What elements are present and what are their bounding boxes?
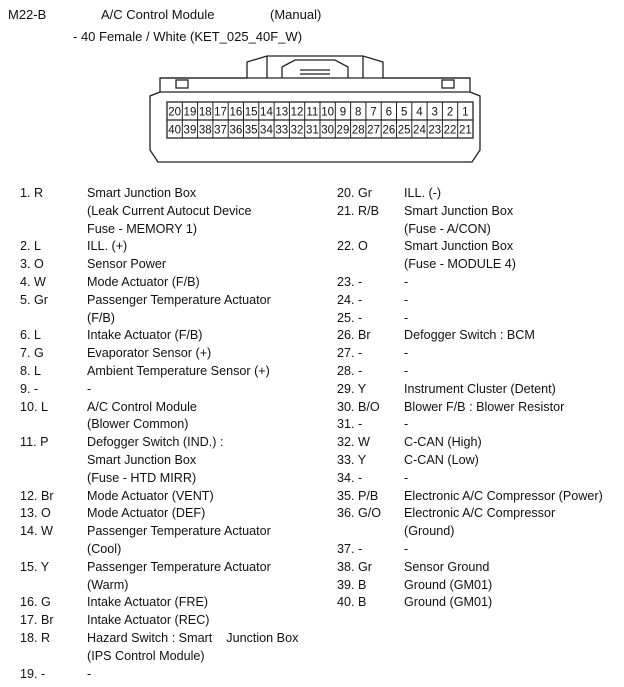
pin-description: Passenger Temperature Actuator bbox=[87, 524, 271, 539]
pin-label: 11 bbox=[306, 106, 319, 119]
pin-list-right bbox=[337, 185, 622, 612]
pin-label: 3 bbox=[431, 106, 438, 119]
pin-number: 32. W bbox=[337, 435, 370, 450]
pin-entry bbox=[20, 666, 330, 684]
pin-description: Hazard Switch : Smart Junction Box bbox=[87, 630, 299, 645]
pin-label: 38 bbox=[198, 124, 212, 137]
pin-entry bbox=[20, 523, 330, 559]
pin-entry bbox=[337, 434, 622, 452]
pin-description: - bbox=[404, 346, 409, 361]
pin-description: (Fuse - A/CON) bbox=[404, 221, 491, 236]
pin-label: 34 bbox=[260, 124, 273, 137]
pin-number: 37. - bbox=[337, 541, 363, 556]
pin-description: (Warm) bbox=[87, 577, 129, 592]
pin-number: 33. Y bbox=[337, 452, 367, 467]
pin-number: 35. P/B bbox=[337, 488, 379, 503]
pin-number: 3. O bbox=[20, 257, 44, 272]
pin-description: (IPS Control Module) bbox=[87, 648, 205, 663]
pin-label: 19 bbox=[183, 106, 197, 119]
pin-description: (Ground) bbox=[404, 524, 455, 539]
pin-entry bbox=[20, 327, 330, 345]
pin-number: 36. G/O bbox=[337, 506, 382, 521]
pin-label: 30 bbox=[321, 124, 335, 137]
pin-number: 23. - bbox=[337, 274, 363, 289]
pin-description: C-CAN (High) bbox=[404, 435, 482, 450]
pin-entry bbox=[337, 345, 622, 363]
pin-label: 36 bbox=[229, 124, 243, 137]
pin-number: 20. Gr bbox=[337, 186, 372, 200]
pin-label: 24 bbox=[413, 124, 426, 137]
pin-number: 31. - bbox=[337, 417, 363, 432]
pin-entry bbox=[20, 381, 330, 399]
pin-entry bbox=[20, 345, 330, 363]
pin-entry bbox=[337, 399, 622, 417]
pin-label: 25 bbox=[397, 124, 411, 137]
pin-description: (Leak Current Autocut Device bbox=[87, 203, 252, 218]
pin-label: 20 bbox=[168, 106, 182, 119]
pin-entry bbox=[20, 185, 330, 238]
pin-label: 32 bbox=[290, 124, 304, 137]
module-title: A/C Control Module bbox=[101, 7, 215, 22]
pin-number: 27. - bbox=[337, 346, 363, 361]
pin-number: 29. Y bbox=[337, 381, 367, 396]
pin-number: 24. - bbox=[337, 292, 363, 307]
pin-number: 6. L bbox=[20, 328, 42, 343]
pin-number: 16. G bbox=[20, 595, 51, 610]
pin-entry bbox=[20, 488, 330, 506]
pin-entry bbox=[20, 238, 330, 256]
pin-number: 22. O bbox=[337, 239, 368, 254]
pin-entry bbox=[337, 594, 622, 612]
pin-description: Fuse - MEMORY 1) bbox=[87, 221, 198, 236]
pin-number: 2. L bbox=[20, 239, 42, 254]
pin-label: 8 bbox=[355, 106, 362, 119]
pin-description: Mode Actuator (VENT) bbox=[87, 488, 214, 503]
pin-number: 18. R bbox=[20, 630, 51, 645]
pin-entry bbox=[337, 327, 622, 345]
pin-label: 26 bbox=[382, 124, 396, 137]
pin-number: 4. W bbox=[20, 274, 46, 289]
pin-description: Blower F/B : Blower Resistor bbox=[404, 399, 565, 414]
pin-entry bbox=[337, 559, 622, 577]
pin-description: Electronic A/C Compressor (Power) bbox=[404, 488, 603, 503]
pin-description: Sensor Ground bbox=[404, 559, 490, 574]
pin-label: 4 bbox=[416, 106, 423, 119]
pin-label: 13 bbox=[275, 106, 289, 119]
pin-description: Sensor Power bbox=[87, 257, 167, 272]
connector-diagram bbox=[0, 0, 624, 170]
pin-entry bbox=[20, 399, 330, 435]
pin-entry bbox=[337, 577, 622, 595]
pin-label: 12 bbox=[290, 106, 304, 119]
pin-description: Mode Actuator (F/B) bbox=[87, 274, 200, 289]
pin-description: Mode Actuator (DEF) bbox=[87, 506, 206, 521]
pin-number: 17. Br bbox=[20, 613, 54, 628]
pin-label: 7 bbox=[370, 106, 377, 119]
pin-description: Smart Junction Box bbox=[404, 239, 514, 254]
pin-label: 29 bbox=[336, 124, 350, 137]
pin-entry bbox=[20, 630, 330, 666]
pin-list-left bbox=[20, 185, 330, 683]
pin-entry bbox=[337, 363, 622, 381]
pin-description: Smart Junction Box bbox=[87, 186, 197, 200]
pin-entry bbox=[20, 505, 330, 523]
pin-label: 33 bbox=[275, 124, 289, 137]
pin-description: Intake Actuator (F/B) bbox=[87, 328, 203, 343]
pin-description: - bbox=[404, 363, 409, 378]
module-type: (Manual) bbox=[270, 7, 322, 22]
pin-label: 28 bbox=[351, 124, 365, 137]
pin-number: 14. W bbox=[20, 524, 53, 539]
pin-entry bbox=[337, 274, 622, 292]
pin-label: 17 bbox=[214, 106, 227, 119]
pin-label: 22 bbox=[443, 124, 457, 137]
pin-description: - bbox=[404, 417, 409, 432]
pin-entry bbox=[20, 434, 330, 487]
pin-description: - bbox=[87, 381, 92, 396]
pin-description: Defogger Switch (IND.) : bbox=[87, 435, 224, 450]
pin-number: 7. G bbox=[20, 346, 44, 361]
pin-number: 5. Gr bbox=[20, 292, 48, 307]
pin-entry bbox=[20, 363, 330, 381]
pin-number: 8. L bbox=[20, 363, 42, 378]
pin-label: 2 bbox=[446, 106, 454, 119]
connector-spec: - 40 Female / White (KET_025_40F_W) bbox=[73, 29, 303, 44]
pin-description: Instrument Cluster (Detent) bbox=[404, 381, 556, 396]
pin-number: 30. B/O bbox=[337, 399, 380, 414]
pin-description: Smart Junction Box bbox=[87, 452, 197, 467]
pin-label: 14 bbox=[260, 106, 273, 119]
pin-number: 1. R bbox=[20, 186, 44, 200]
pin-number: 40. B bbox=[337, 595, 367, 610]
pin-label: 15 bbox=[244, 106, 258, 119]
pin-number: 26. Br bbox=[337, 328, 371, 343]
pin-description: Intake Actuator (FRE) bbox=[87, 595, 209, 610]
pin-description: A/C Control Module bbox=[87, 399, 197, 414]
pin-label: 9 bbox=[339, 106, 347, 119]
pin-entry bbox=[337, 470, 622, 488]
pin-label: 40 bbox=[168, 124, 182, 137]
pin-label: 16 bbox=[229, 106, 243, 119]
pin-label: 31 bbox=[305, 124, 319, 137]
pin-description: Electronic A/C Compressor bbox=[404, 506, 556, 521]
pin-entry bbox=[337, 310, 622, 328]
pin-description: - bbox=[87, 666, 92, 681]
pin-entry bbox=[20, 292, 330, 328]
pin-number: 12. Br bbox=[20, 488, 54, 503]
pin-label: 5 bbox=[400, 106, 408, 119]
pin-entry bbox=[337, 381, 622, 399]
pin-description: (Fuse - HTD MIRR) bbox=[87, 470, 197, 485]
pin-entry bbox=[337, 541, 622, 559]
pin-description: Intake Actuator (REC) bbox=[87, 613, 210, 628]
pin-description: Defogger Switch : BCM bbox=[404, 328, 535, 343]
pin-number: 10. L bbox=[20, 399, 49, 414]
pin-description: - bbox=[404, 541, 409, 556]
pin-label: 10 bbox=[321, 106, 335, 119]
pin-description: (Blower Common) bbox=[87, 417, 189, 432]
pin-description: (F/B) bbox=[87, 310, 115, 325]
pin-description: Evaporator Sensor (+) bbox=[87, 346, 212, 361]
pin-description: ILL. (+) bbox=[87, 239, 128, 254]
pin-description: - bbox=[404, 310, 409, 325]
pin-number: 38. Gr bbox=[337, 559, 372, 574]
pin-entry bbox=[337, 416, 622, 434]
pin-description: - bbox=[404, 470, 409, 485]
pin-number: 11. P bbox=[20, 435, 49, 450]
pin-label: 23 bbox=[428, 124, 442, 137]
pin-entry bbox=[20, 612, 330, 630]
pin-entry bbox=[337, 505, 622, 541]
pin-description: (Fuse - MODULE 4) bbox=[404, 257, 516, 272]
pin-number: 9. - bbox=[20, 381, 39, 396]
pin-entry bbox=[337, 185, 622, 203]
pin-number: 34. - bbox=[337, 470, 363, 485]
pin-entry bbox=[337, 452, 622, 470]
pin-description: Passenger Temperature Actuator bbox=[87, 559, 271, 574]
pin-number: 15. Y bbox=[20, 559, 50, 574]
connector-code: M22-B bbox=[8, 7, 47, 22]
pin-number: 13. O bbox=[20, 506, 51, 521]
pin-entry bbox=[20, 559, 330, 595]
pin-description: Ambient Temperature Sensor (+) bbox=[87, 363, 270, 378]
pin-description: Smart Junction Box bbox=[404, 203, 514, 218]
pin-label: 1 bbox=[462, 106, 469, 119]
pin-description: - bbox=[404, 292, 409, 307]
pin-label: 21 bbox=[458, 124, 472, 137]
pin-description: - bbox=[404, 274, 409, 289]
pin-entry bbox=[337, 203, 622, 239]
pin-label: 37 bbox=[214, 124, 227, 137]
pin-label: 27 bbox=[367, 124, 380, 137]
pin-description: C-CAN (Low) bbox=[404, 452, 479, 467]
pin-entry bbox=[337, 292, 622, 310]
pin-number: 19. - bbox=[20, 666, 46, 681]
pin-number: 28. - bbox=[337, 363, 363, 378]
pin-entry bbox=[337, 488, 622, 506]
pin-entry bbox=[20, 256, 330, 274]
pin-description: ILL. (-) bbox=[404, 186, 442, 200]
pin-description: Ground (GM01) bbox=[404, 577, 493, 592]
pin-entry bbox=[20, 594, 330, 612]
pin-label: 35 bbox=[244, 124, 258, 137]
pin-number: 25. - bbox=[337, 310, 363, 325]
pin-entry bbox=[337, 238, 622, 274]
pin-description: (Cool) bbox=[87, 541, 122, 556]
pin-number: 21. R/B bbox=[337, 203, 379, 218]
pin-label: 18 bbox=[198, 106, 212, 119]
pin-description: Passenger Temperature Actuator bbox=[87, 292, 271, 307]
pin-entry bbox=[20, 274, 330, 292]
pin-description: Ground (GM01) bbox=[404, 595, 493, 610]
pin-label: 39 bbox=[183, 124, 197, 137]
pin-label: 6 bbox=[385, 106, 393, 119]
pin-number: 39. B bbox=[337, 577, 367, 592]
